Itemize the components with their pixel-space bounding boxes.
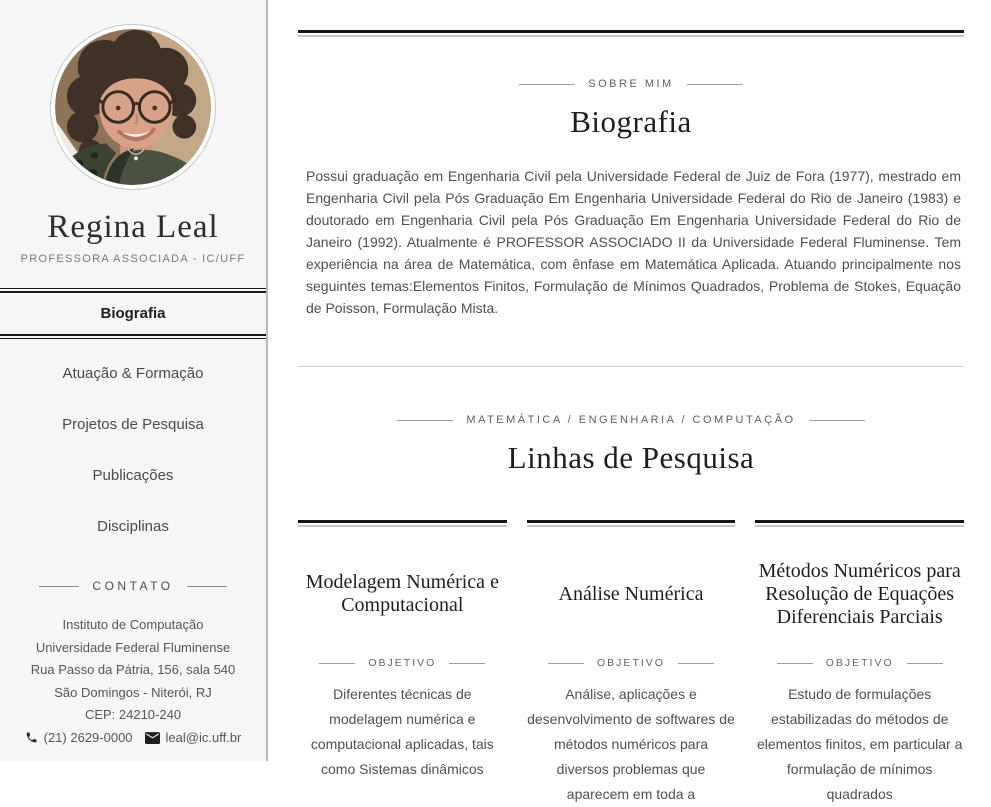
profile-name: Regina Leal <box>47 209 219 245</box>
contact-line: Instituto de Computação <box>62 617 204 632</box>
contact-heading <box>0 579 266 593</box>
sidebar-nav-list <box>0 348 266 552</box>
section-kicker-label: SOBRE MIM <box>588 78 674 90</box>
objective-kicker <box>755 657 964 669</box>
sidebar-item-publicacoes[interactable]: Publicações <box>92 467 174 484</box>
column-title-box <box>527 531 736 657</box>
column-rule <box>298 520 507 527</box>
section-biografia <box>298 78 964 319</box>
page-title-linhas-de-pesquisa: Linhas de Pesquisa <box>507 440 755 475</box>
research-column-text: Diferentes técnicas de modelagem numérica e computacional aplicadas, tais como Sistemas dinâmicos <box>310 686 494 777</box>
profile-role: PROFESSORA ASSOCIADA - IC/UFF <box>20 253 246 265</box>
divider-line <box>519 84 575 85</box>
section-kicker <box>298 78 964 90</box>
research-column-title: Métodos Numéricos para Resolução de Equações Diferenciais Parciais <box>758 559 961 628</box>
contact-block <box>0 614 266 749</box>
divider-line <box>397 420 453 421</box>
section-top-rule <box>298 30 964 37</box>
contact-email[interactable]: leal@ic.uff.br <box>165 729 242 745</box>
biography-text: Possui graduação em Engenharia Civil pela Universidade Federal de Juiz de Fora (1977), mestrado em Engenharia Civil pela Pós Graduação Em Engenharia Universidade Federal do Rio de Janeiro (1983) e doutorado em Engenharia Civil pela Pós Graduação Em Engenharia Universidade Federal do Rio de Janeiro (1992). Atualmente é PROFESSOR ASSOCIADO II da Universidade Federal Fluminense. Tem experiência na área de Matemática, com ênfase em Matemática Aplicada. Atuando principalmente nos seguintes temas:Elementos Finitos, Formulação de Mínimos Quadrados, Problema de Stokes, Equação de Poisson, Formulação Mista. <box>306 168 961 316</box>
section-linhas-de-pesquisa <box>298 414 964 807</box>
section-kicker-label: MATEMÁTICA / ENGENHARIA / COMPUTAÇÃO <box>466 414 796 426</box>
research-column-title: Análise Numérica <box>558 582 704 605</box>
divider-line <box>687 84 743 85</box>
mail-icon <box>145 732 160 744</box>
main-content <box>268 0 991 802</box>
contact-line: São Domingos - Niterói, RJ <box>54 684 212 700</box>
page-title-biografia: Biografia <box>570 104 692 139</box>
objective-label: OBJETIVO <box>825 657 894 669</box>
column-rule <box>527 520 736 527</box>
divider-line <box>777 663 813 664</box>
sidebar-item-projetos-pesquisa[interactable]: Projetos de Pesquisa <box>62 416 204 433</box>
phone-icon <box>25 731 38 744</box>
research-column-modelagem <box>298 520 507 807</box>
sidebar-item-biografia[interactable]: Biografia <box>0 291 266 336</box>
contact-phone: (21) 2629-0000 <box>43 729 133 745</box>
research-columns <box>298 520 964 807</box>
objective-kicker <box>527 657 736 669</box>
research-column-analise <box>527 520 736 807</box>
research-column-text: Estudo de formulações estabilizadas do métodos de elementos finitos, em particular a formulação de mínimos quadrados <box>756 686 963 802</box>
divider-line <box>907 663 943 664</box>
contact-line: CEP: 24210-240 <box>84 707 182 722</box>
sidebar-item-disciplinas[interactable]: Disciplinas <box>97 518 169 535</box>
column-title-box <box>298 531 507 657</box>
divider-line <box>449 663 485 664</box>
section-kicker <box>298 414 964 426</box>
section-divider <box>298 366 964 367</box>
divider-line <box>548 663 584 664</box>
avatar <box>50 24 216 190</box>
research-column-text: Análise, aplicações e desenvolvimento de softwares de métodos numéricos para diversos problemas que aparecem em toda a <box>527 686 735 802</box>
profile-photo <box>55 29 211 185</box>
contact-heading-label: CONTATO <box>92 579 174 593</box>
objective-label: OBJETIVO <box>368 657 437 669</box>
sidebar-item-atuacao-formacao[interactable]: Atuação & Formação <box>62 365 204 382</box>
divider-line <box>678 663 714 664</box>
divider-line <box>39 586 79 587</box>
column-title-box <box>755 531 964 657</box>
divider-line <box>809 420 865 421</box>
sidebar <box>0 0 268 761</box>
sidebar-nav <box>0 291 266 552</box>
divider-line <box>187 586 227 587</box>
column-rule <box>755 520 964 527</box>
research-column-title: Modelagem Numérica e Computacional <box>305 571 499 616</box>
contact-row <box>0 727 266 750</box>
contact-line: Universidade Federal Fluminense <box>35 639 231 655</box>
research-column-metodos <box>755 520 964 807</box>
divider-line <box>319 663 355 664</box>
contact-line: Rua Passo da Pátria, 156, sala 540 <box>30 662 236 677</box>
objective-kicker <box>298 657 507 669</box>
objective-label: OBJETIVO <box>597 657 665 669</box>
